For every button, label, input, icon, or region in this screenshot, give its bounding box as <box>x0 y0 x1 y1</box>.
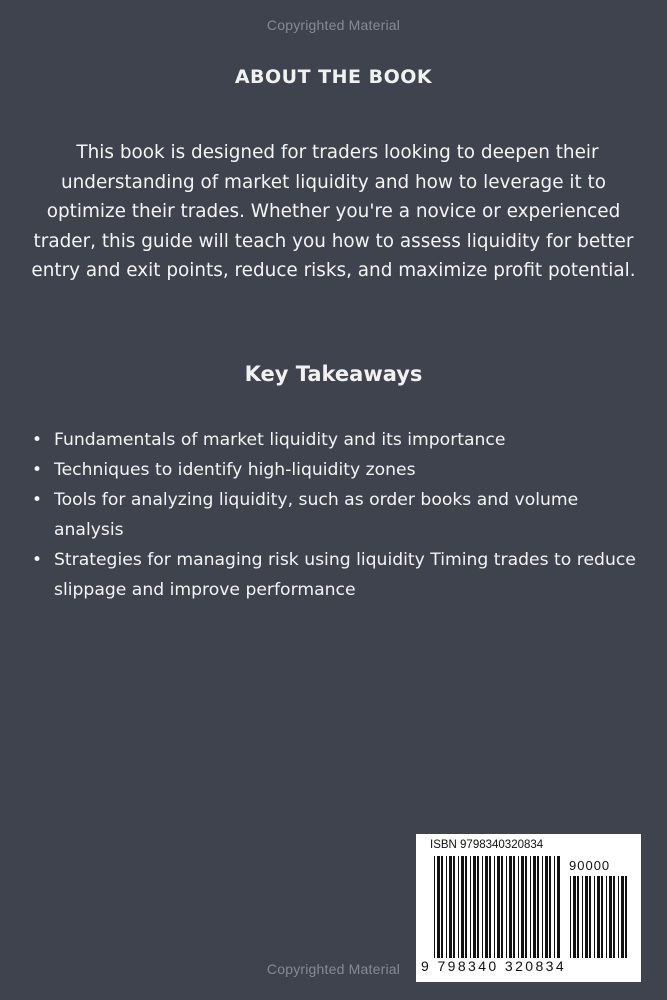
barcode-bar <box>437 856 440 958</box>
bullet-icon: • <box>32 460 43 480</box>
takeaway-text: Tools for analyzing liquidity, such as order books and volume analysis <box>54 490 579 540</box>
takeaway-item <box>30 425 642 455</box>
barcode-bar <box>554 856 555 958</box>
barcode-bar <box>485 856 488 958</box>
barcode-bar <box>482 856 483 958</box>
barcode-bar <box>589 876 591 958</box>
barcode-bar <box>533 856 536 958</box>
watermark-top: Copyrighted Material <box>266 17 401 33</box>
isbn-label: ISBN 9798340320834 <box>430 839 544 851</box>
barcode-bar <box>573 876 576 958</box>
barcode-bar <box>521 856 524 958</box>
barcode-bar <box>577 876 579 958</box>
barcode-bar <box>618 876 619 958</box>
takeaway-item <box>30 545 642 605</box>
barcode-bar <box>497 856 500 958</box>
barcode-bar <box>446 856 447 958</box>
barcode-bar <box>509 856 512 958</box>
barcode-bar <box>530 856 531 958</box>
barcode-bar <box>473 856 476 958</box>
takeaways-heading: Key Takeaways <box>244 362 423 386</box>
takeaway-text: Techniques to identify high-liquidity zones <box>54 460 416 480</box>
barcode-bar <box>585 876 588 958</box>
barcode-bar <box>494 856 495 958</box>
barcode-bar <box>441 856 443 958</box>
barcode-bar <box>506 856 507 958</box>
barcode-bar <box>518 856 519 958</box>
barcode-bar <box>621 876 624 958</box>
barcode-bar <box>613 876 615 958</box>
bullet-icon: • <box>32 550 43 570</box>
bullet-icon: • <box>32 430 43 450</box>
barcode-digits: 9 798340 320834 <box>421 958 566 974</box>
barcode-bar <box>489 856 491 958</box>
barcode-bar <box>470 856 471 958</box>
barcode-bar <box>606 876 607 958</box>
price-code: 90000 <box>569 858 611 873</box>
barcode-bar <box>582 876 583 958</box>
book-description: This book is designed for traders looking to deepen their understanding of market liquidity and how to leverage it to optimize their trades. Whether you're a novice or experienced trader, this guide will teach you how to assess liquidity for better entry and exit points, reduce risks, and maximize profit potential. <box>31 142 636 281</box>
barcode-bar <box>557 856 560 958</box>
takeaway-item <box>30 485 642 545</box>
barcode-bar <box>542 856 543 958</box>
barcode-bar <box>570 876 571 958</box>
barcode-bar <box>537 856 539 958</box>
barcode-bar <box>525 856 527 958</box>
barcode-bar <box>434 856 435 958</box>
takeaway-text: Strategies for managing risk using liquidity Timing trades to reduce slippage and improve performance <box>54 550 636 600</box>
takeaways-list <box>30 425 642 605</box>
barcode-bar <box>549 856 551 958</box>
barcode-bar <box>453 856 455 958</box>
barcode-bar <box>513 856 515 958</box>
bullet-icon: • <box>32 490 43 510</box>
barcode-bar <box>601 876 603 958</box>
barcode-bar <box>597 876 600 958</box>
watermark-bottom: Copyrighted Material <box>266 961 401 977</box>
barcode-bar <box>465 856 467 958</box>
takeaway-text: Fundamentals of market liquidity and its importance <box>54 430 506 450</box>
barcode-bar <box>501 856 503 958</box>
barcode-bar <box>458 856 459 958</box>
takeaway-item <box>30 455 642 485</box>
barcode-bar <box>609 876 612 958</box>
barcode-bar <box>449 856 452 958</box>
barcode-bar <box>545 856 548 958</box>
barcode-bar <box>461 856 464 958</box>
isbn-barcode-box <box>416 834 641 982</box>
barcode-bar <box>625 876 627 958</box>
about-heading: ABOUT THE BOOK <box>234 66 433 88</box>
barcode-bar <box>594 876 595 958</box>
barcode-bar <box>477 856 479 958</box>
